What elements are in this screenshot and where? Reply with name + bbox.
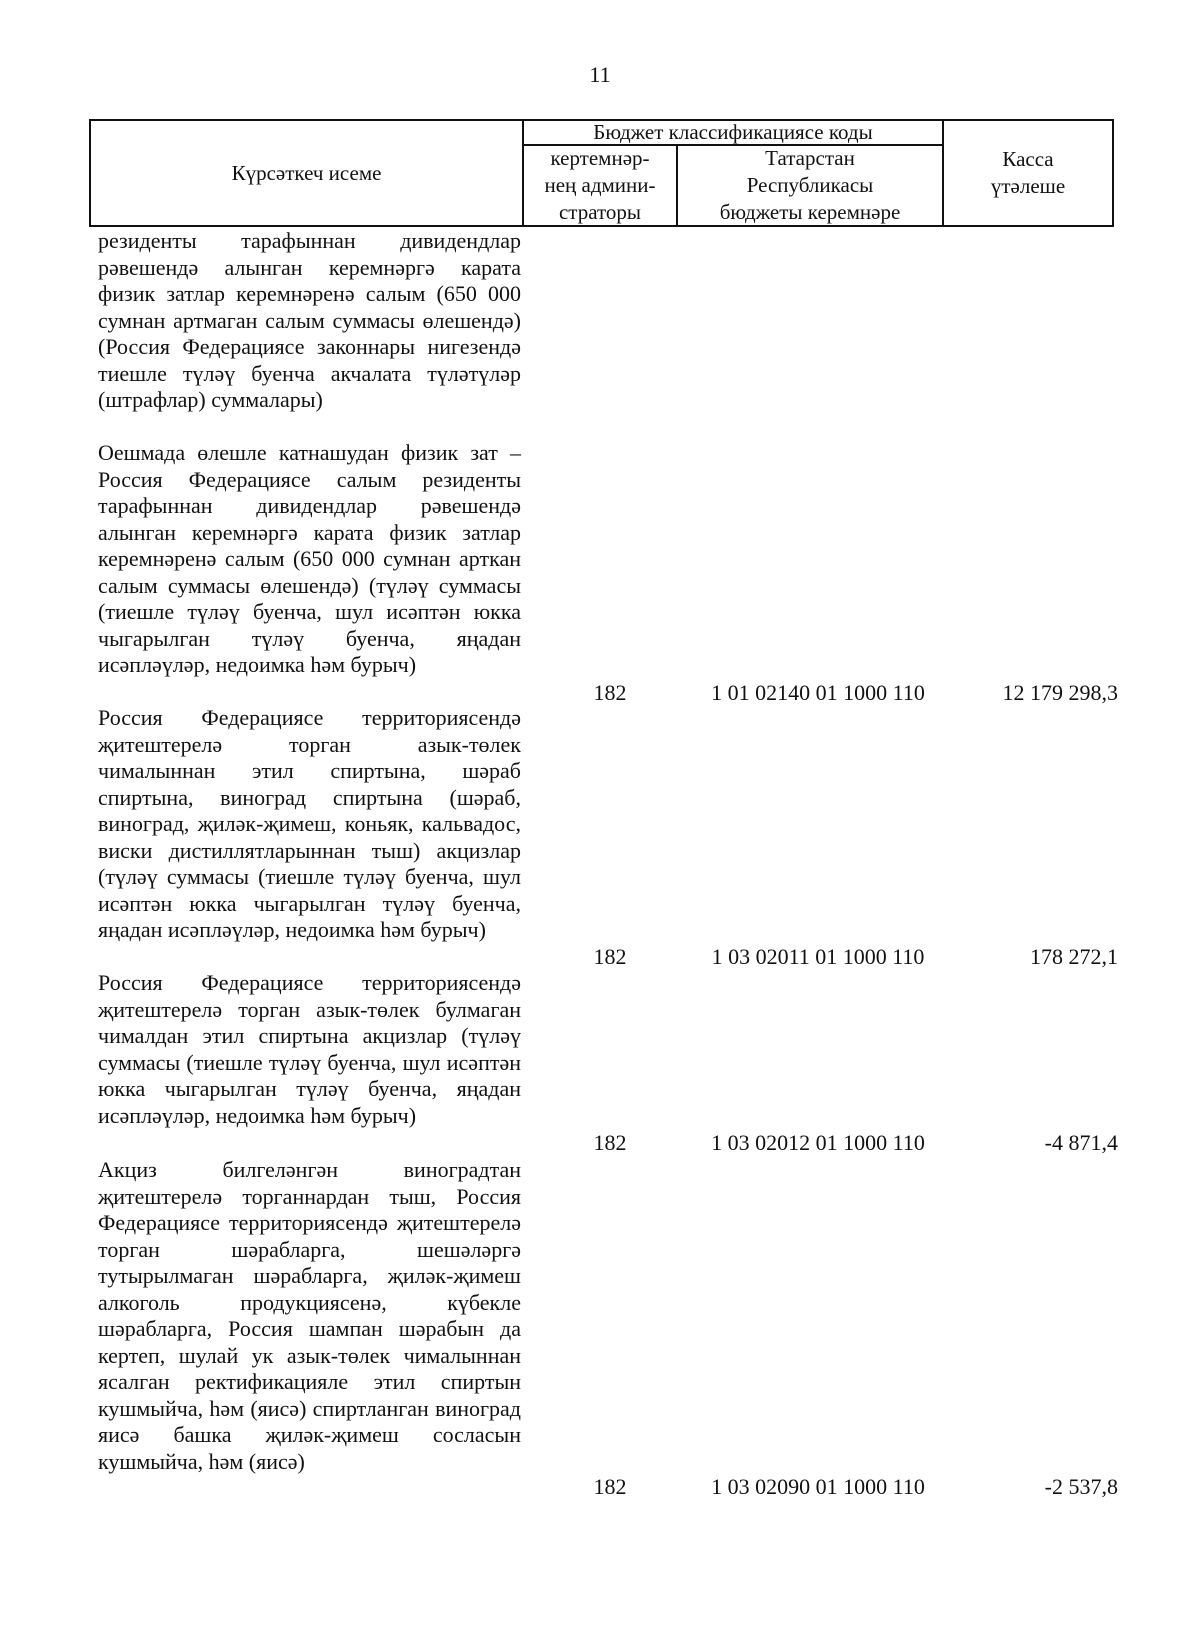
page-number: 11 — [589, 62, 611, 87]
row-code: 1 01 02140 01 1000 110 — [711, 680, 925, 705]
row-amount: 178 272,1 — [1030, 944, 1118, 969]
table-header — [89, 119, 1114, 227]
row-code: 1 03 02012 01 1000 110 — [711, 1130, 925, 1155]
row-amount: -4 871,4 — [1044, 1130, 1118, 1155]
row-code: 1 03 02090 01 1000 110 — [711, 1474, 925, 1499]
row-description: Россия Федерациясе территориясендә җитештерелә торган азык-төлек булмаган чималдан этил спиртына акцизлар (түләү суммасы (тиешле түләү буенча, шул исәптән юкка чыгарылган түләү буенча, яңадан исәпләүләр, недоимка һәм бурыч) — [98, 970, 521, 1128]
row-administrator: 182 — [593, 680, 627, 705]
row-description: Россия Федерациясе территориясендә җитештерелә торган азык-төлек чималыннан этил спиртына, шәраб спиртына, виноград спиртына (шәраб, виноград, җиләк-җимеш, коньяк, кальвадос, виски дистиллятларыннан тыш) акцизлар (түләү суммасы (тиешле түләү буенча, шул исәптән юкка чыгарылган түләү буенча, яңадан исәпләүләр, недоимка һәм бурыч) — [98, 705, 521, 942]
header-administrator: кертемнәр- нең админи- страторы — [544, 146, 656, 224]
row-description: Оешмада өлешле катнашудан физик зат – Россия Федерациясе салым резиденты тарафыннан дивидендлар рәвешендә алынган керемнәргә карата физик затлар керемнәренә салым (650 000 сумнан арткан салым суммасы өлешендә) (түләү суммасы (тиешле түләү буенча, шул исәптән юкка чыгарылган түләү буенча, яңадан исәпләүләр, недоимка һәм бурыч) — [98, 440, 521, 677]
header-budget-code-group: Бюджет классификациясе коды — [593, 120, 873, 144]
row-amount: -2 537,8 — [1044, 1474, 1118, 1499]
row-amount: 12 179 298,3 — [1002, 680, 1118, 705]
row-administrator: 182 — [593, 944, 627, 969]
row-description: резиденты тарафыннан дивидендлар рәвешендә алынган керемнәргә карата физик затлар керемнәренә салым (650 000 сумнан артмаган салым суммасы өлешендә) (Россия Федерациясе законнары нигезендә тиешле түләү буенча акчалата түләтүләр (штрафлар) суммалары) — [98, 228, 521, 412]
row-description: Акциз билгеләнгән виноградтан җитештерелә торганнардан тыш, Россия Федерациясе территориясендә җитештерелә торган шәрабларга, шешәләргә тутырылмаган шәрабларга, җиләк-җимеш алкоголь продукциясенә, күбекле шәрабларга, Россия шампан шәрабын да кертеп, шулай ук азык-төлек чималыннан ясалган ректификацияле этил спиртын кушмыйча, һәм (яисә) спиртланган виноград яисә башка җиләк-җимеш сосласын кушмыйча, һәм (яисә) — [98, 1157, 521, 1474]
row-administrator: 182 — [593, 1474, 627, 1499]
header-republic-revenue: Татарстан Республикасы бюджеты керемнәре — [719, 146, 901, 224]
row-code: 1 03 02011 01 1000 110 — [711, 944, 925, 969]
header-cash-execution: Касса үтәлеше — [990, 147, 1066, 198]
row-administrator: 182 — [593, 1130, 627, 1155]
header-indicator-name: Күрсәткеч исеме — [231, 160, 382, 185]
